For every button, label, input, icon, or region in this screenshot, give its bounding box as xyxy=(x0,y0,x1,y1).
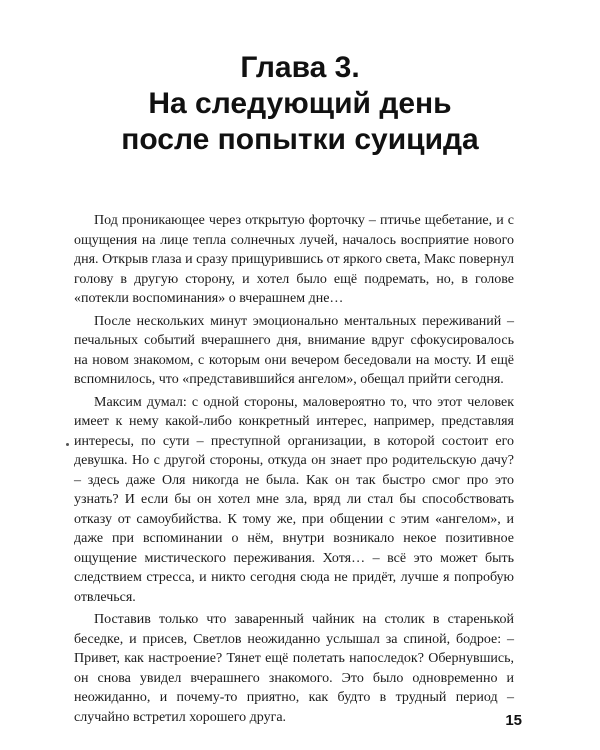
paragraph: После нескольких минут эмоционально ментальных переживаний – печальных событий вчерашнего дня, внимание вдруг сфокусировалось на новом знакомом, с которым они вечером беседовали на мосту. И ещё вспомнилось, что «представившийся ангелом», обещал прийти сегодня. xyxy=(74,313,514,387)
chapter-title-line-1: На следующий день xyxy=(148,87,452,120)
print-speck xyxy=(66,443,69,446)
chapter-number: Глава 3. xyxy=(240,51,360,84)
paragraph: Под проникающее через открытую форточку – птичье щебетание, и с ощущения на лице тепла солнечных лучей, началось восприятие нового дня. Открыв глаза и сразу прищурившись от яркого света, Макс повернул голову в другую сторону, и хотел было ещё подремать, но, в голове «потекли воспоминания» о вчерашнем дне… xyxy=(74,213,514,306)
body-text xyxy=(74,211,514,730)
chapter-title-line-2: после попытки суицида xyxy=(121,123,479,156)
paragraph: Максим думал: с одной стороны, маловероятно то, что этот человек имеет к нему какой-либо конкретный интерес, например, представляя интересы, по сути – преступной организации, в которой состоит его девушка. Но с другой стороны, откуда он знает про родительскую дачу? – здесь даже Оля никогда не была. Как он так быстро смог про это узнать? И если бы он хотел мне зла, вряд ли стал бы способствовать отказу от самоубийства. К тому же, при общении с этим «ангелом», и даже при вспоминании о нём, внутри возникало некое позитивное ощущение мистического переживания. Хотя… – всё это может быть следствием стресса, и никто сегодня сюда не придёт, лучше я попробую отвлечься. xyxy=(74,394,514,605)
page-number: 15 xyxy=(505,712,522,729)
paragraph: Поставив только что заваренный чайник на столик в старенькой беседке, и присев, Светлов неожиданно услышал за спиной, бодрое: – Привет, как настроение? Тянет ещё полетать напоследок? Обернувшись, он снова увидел вчерашнего знакомого. Это было одновременно и неожиданно, и почему-то приятно, как будто в трудный период – случайно встретил хорошего друга. xyxy=(74,612,514,725)
chapter-heading xyxy=(0,50,600,158)
